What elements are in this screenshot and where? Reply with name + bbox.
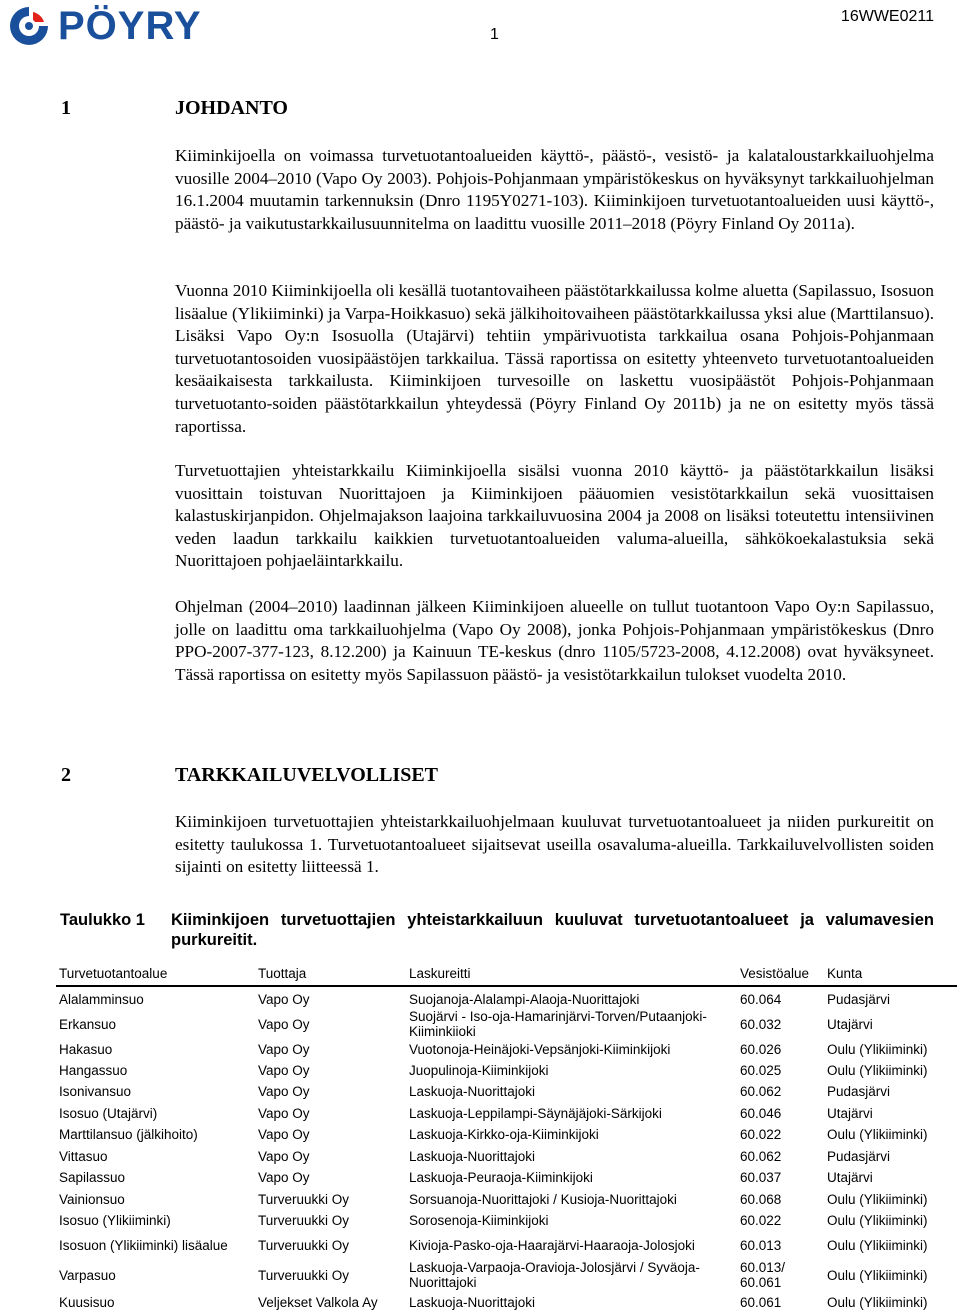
table-row (56, 1102, 957, 1124)
table-row (56, 1291, 957, 1313)
table-cell: Oulu (Ylikiiminki) (827, 1213, 928, 1228)
table-cell: Laskuoja-Nuorittajoki (409, 1084, 536, 1099)
table-cell: Suojanoja-Alalampi-Alaoja-Nuorittajoki (409, 991, 640, 1007)
table-row (56, 1188, 957, 1210)
table-cell: Pudasjärvi (827, 1084, 891, 1099)
table-cell: Isosuo (Ylikiiminki) (59, 1213, 171, 1228)
table-cell: 60.046 (740, 1105, 782, 1121)
paragraph: Kiiminkijoella on voimassa turvetuotantoalueiden käyttö-, päästö-, vesistö- ja kalataloustarkkailuohjelma vuosille 2004–2010 (Vapo Oy 2003). Pohjois-Pohjanmaan ympäristökeskus on hyväksynyt tarkkailuohjelman 16.1.2004 muutamin tarkennuksin (Dnro 1195Y0271-103). Kiiminkijoen turvetuotantoalueiden uusi käyttö-, päästö- ja vaikutustarkkailusuunnitelma on laadittu vuosille 2011–2018 (Pöyry Finland Oy 2011a). (175, 146, 934, 233)
table-cell: Utajärvi (827, 1016, 873, 1032)
table-cell: 60.025 (740, 1062, 782, 1078)
table-cell: Juopulinoja-Kiiminkijoki (409, 1062, 549, 1078)
table-row (56, 986, 957, 1009)
section-2-heading (61, 764, 438, 787)
data-table (56, 962, 957, 1313)
table-cell: Turveruukki Oy (258, 1267, 350, 1283)
table-cell: Pudasjärvi (827, 1148, 891, 1164)
table-cell: Sorsuanoja-Nuorittajoki / Kusioja-Nuorittajoki (409, 1191, 677, 1207)
table-cell: Oulu (Ylikiiminki) (827, 1127, 928, 1142)
table-cell: 60.013 (740, 1237, 782, 1253)
section-1-heading (61, 97, 288, 120)
table-cell: Turveruukki Oy (258, 1237, 350, 1253)
company-logo (6, 4, 202, 48)
table-cell: Laskuoja-Kirkko-oja-Kiiminkijoki (409, 1127, 599, 1142)
table-cell: Isonivansuo (59, 1084, 132, 1099)
table-cell: Vapo Oy (258, 1041, 310, 1057)
table-cell: Turveruukki Oy (258, 1213, 350, 1228)
table-cell: Oulu (Ylikiiminki) (827, 1237, 928, 1253)
table-cell: Erkansuo (59, 1016, 117, 1032)
table-cell: Pudasjärvi (827, 991, 891, 1007)
table-cell: Kivioja-Pasko-oja-Haarajärvi-Haaraoja-Jolosjoki (409, 1237, 695, 1253)
table-body (56, 986, 957, 1313)
table-cell: 60.064 (740, 991, 782, 1007)
table-cell: Sorosenoja-Kiiminkijoki (409, 1213, 549, 1228)
paragraph: Vuonna 2010 Kiiminkijoella oli kesällä tuotantovaiheen päästötarkkailussa kolme aluetta (Sapilassuo, Isosuon lisäalue (Ylikiiminki) ja Varpa-Hoikkasuo) sekä jälkihoitovaiheen päästötarkkailussa yksi alue (Marttilansuo). Lisäksi Vapo Oy:n Isosuolla (Utajärvi) tehtiin ympärivuotista tarkkailua osana Pohjois-Pohjanmaan turvetuotantosoiden vuosipäästöjen tarkkailua. Tässä raportissa on esitetty yhteenveto turvetuotantoalueiden kesäaikaisesta tarkkailusta. Kiiminkijoen turvesoille on laskettu vuosipäästöt Pohjois-Pohjanmaan turvetuotanto-soiden päästötarkkailun yhteydessä (Pöyry Finland Oy 2011b) ja ne on esitetty myös tässä raportissa. (175, 281, 934, 436)
table-label: Taulukko 1 (60, 911, 145, 929)
table-row (56, 1009, 957, 1039)
table-cell: Vapo Oy (258, 991, 310, 1007)
table-row (56, 1059, 957, 1081)
page-header (0, 0, 960, 60)
table-cell: Vapo Oy (258, 1105, 310, 1121)
table-cell: 60.062 (740, 1084, 782, 1099)
section-title: JOHDANTO (175, 97, 288, 119)
table-caption (60, 910, 934, 950)
table-cell: Isosuo (Utajärvi) (59, 1105, 158, 1121)
table-cell: Suojärvi - Iso-oja-Hamarinjärvi-Torven/Putaanjoki-Kiiminkiioki (409, 1009, 707, 1039)
table-cell: Kuusisuo (59, 1294, 115, 1310)
page-number: 1 (490, 26, 499, 43)
table-cell: Laskuoja-Peuraoja-Kiiminkijoki (409, 1170, 593, 1185)
table-cell: Oulu (Ylikiiminki) (827, 1267, 928, 1283)
table-cell: Vapo Oy (258, 1127, 310, 1142)
table-row (56, 1081, 957, 1102)
table-cell: Vapo Oy (258, 1016, 310, 1032)
table-cell: Laskuoja-Varpaoja-Oravioja-Jolosjärvi / Syväoja-Nuorittajoki (409, 1260, 700, 1290)
table-cell: Vainionsuo (59, 1191, 125, 1207)
section-title: TARKKAILUVELVOLLISET (175, 764, 439, 786)
paragraph: Turvetuottajien yhteistarkkailu Kiiminkijoella sisälsi vuonna 2010 käyttö- ja päästötarkkailun lisäksi vuosittain toistuvan Nuorittajoen ja Kiiminkijoen pääuomien vesistötarkkailun sekä vuosittaisen kalastuskirjanpidon. Ohjelmajakson laajoina tarkkailuvuosina 2004 ja 2008 on lisäksi toteutettu intensiivinen veden laadun tarkkailu kaikkien turvetuotantoalueiden valuma-alueilla, sähkökoekalastuksia sekä Nuorittajoen pohjaeläintarkkailu. (175, 461, 934, 571)
table-cell: 60.032 (740, 1016, 782, 1032)
table-cell: Vuotonoja-Heinäjoki-Vepsänjoki-Kiiminkijoki (409, 1041, 671, 1057)
table-row (56, 1231, 957, 1259)
table-cell: Isosuon (Ylikiiminki) lisäalue (59, 1237, 228, 1253)
table-cell: Vapo Oy (258, 1148, 310, 1164)
table-cell: Veljekset Valkola Ay (258, 1294, 378, 1310)
table-cell: Vittasuo (59, 1148, 108, 1164)
section-number: 2 (61, 764, 71, 786)
table-row (56, 1167, 957, 1188)
column-header: Vesistöalue (737, 962, 824, 986)
document-id: 16WWE0211 (840, 8, 934, 25)
table-cell: Laskuoja-Leppilampi-Säynäjäjoki-Särkijoki (409, 1105, 662, 1121)
table-cell: Vapo Oy (258, 1062, 310, 1078)
table-row (56, 1039, 957, 1059)
table-cell: Laskuoja-Nuorittajoki (409, 1294, 536, 1310)
table-cell: Laskuoja-Nuorittajoki (409, 1148, 536, 1164)
table-cell: 60.061 (740, 1294, 782, 1310)
table-cell: 60.037 (740, 1170, 782, 1185)
table-cell: Oulu (Ylikiiminki) (827, 1191, 928, 1207)
table-cell: Oulu (Ylikiiminki) (827, 1062, 928, 1078)
paragraph: Kiiminkijoen turvetuottajien yhteistarkkailuohjelmaan kuuluvat turvetuotantoalueet ja niiden purkureitit on esitetty taulukossa 1. Turvetuotantoalueet sijaitsevat useilla osavaluma-alueilla. Tarkkailuvelvollisten soiden sijainti on esitetty liitteessä 1. (175, 812, 934, 877)
section-number: 1 (61, 97, 71, 119)
table-cell: 60.022 (740, 1213, 782, 1228)
table-cell: Oulu (Ylikiiminki) (827, 1294, 928, 1310)
table-cell: 60.068 (740, 1191, 782, 1207)
table-header-row (56, 962, 957, 986)
poyry-logo-icon (6, 4, 52, 48)
column-header: Laskureitti (406, 962, 737, 986)
table-cell: Turveruukki Oy (258, 1191, 350, 1207)
table-row (56, 1259, 957, 1291)
table-cell: Oulu (Ylikiiminki) (827, 1041, 928, 1057)
table-cell: 60.013/ 60.061 (740, 1260, 786, 1290)
table-cell: 60.022 (740, 1127, 782, 1142)
paragraph: Ohjelman (2004–2010) laadinnan jälkeen Kiiminkijoen alueelle on tullut tuotantoon Vapo Oy:n Sapilassuo, jolle on laadittu oma tarkkailuohjelma (Vapo Oy 2008), jonka Pohjois-Pohjanmaan ympäristökeskus (Dnro PPO-2007-377-123, 8.12.200) ja Kainuun TE-keskus (dnro 1105/5723-2008, 4.12.2008) ovat hyväksyneet. Tässä raportissa on esitetty myös Sapilassuon päästö- ja vesistötarkkailun tulokset vuodelta 2010. (175, 597, 934, 684)
table-row (56, 1145, 957, 1167)
table-cell: Hangassuo (59, 1062, 128, 1078)
column-header: Tuottaja (255, 962, 406, 986)
table-cell: Utajärvi (827, 1170, 873, 1185)
table-cell: Vapo Oy (258, 1170, 310, 1185)
table-cell: Alalamminsuo (59, 991, 144, 1007)
table-cell: 60.026 (740, 1041, 782, 1057)
table-cell: Hakasuo (59, 1041, 113, 1057)
table-row (56, 1210, 957, 1231)
table-cell: 60.062 (740, 1148, 782, 1164)
table-cell: Vapo Oy (258, 1084, 310, 1099)
table-cell: Utajärvi (827, 1105, 873, 1121)
logo-text: PÖYRY (58, 4, 202, 48)
column-header: Turvetuotantoalue (56, 962, 255, 986)
column-header: Kunta (824, 962, 957, 986)
table-row (56, 1124, 957, 1145)
table-cell: Varpasuo (59, 1267, 116, 1283)
table-cell: Sapilassuo (59, 1170, 126, 1185)
table-cell: Marttilansuo (jälkihoito) (59, 1127, 198, 1142)
table-caption-text: Kiiminkijoen turvetuottajien yhteistarkkailuun kuuluvat turvetuotantoalueet ja valumavesien purkureitit. (171, 911, 934, 949)
